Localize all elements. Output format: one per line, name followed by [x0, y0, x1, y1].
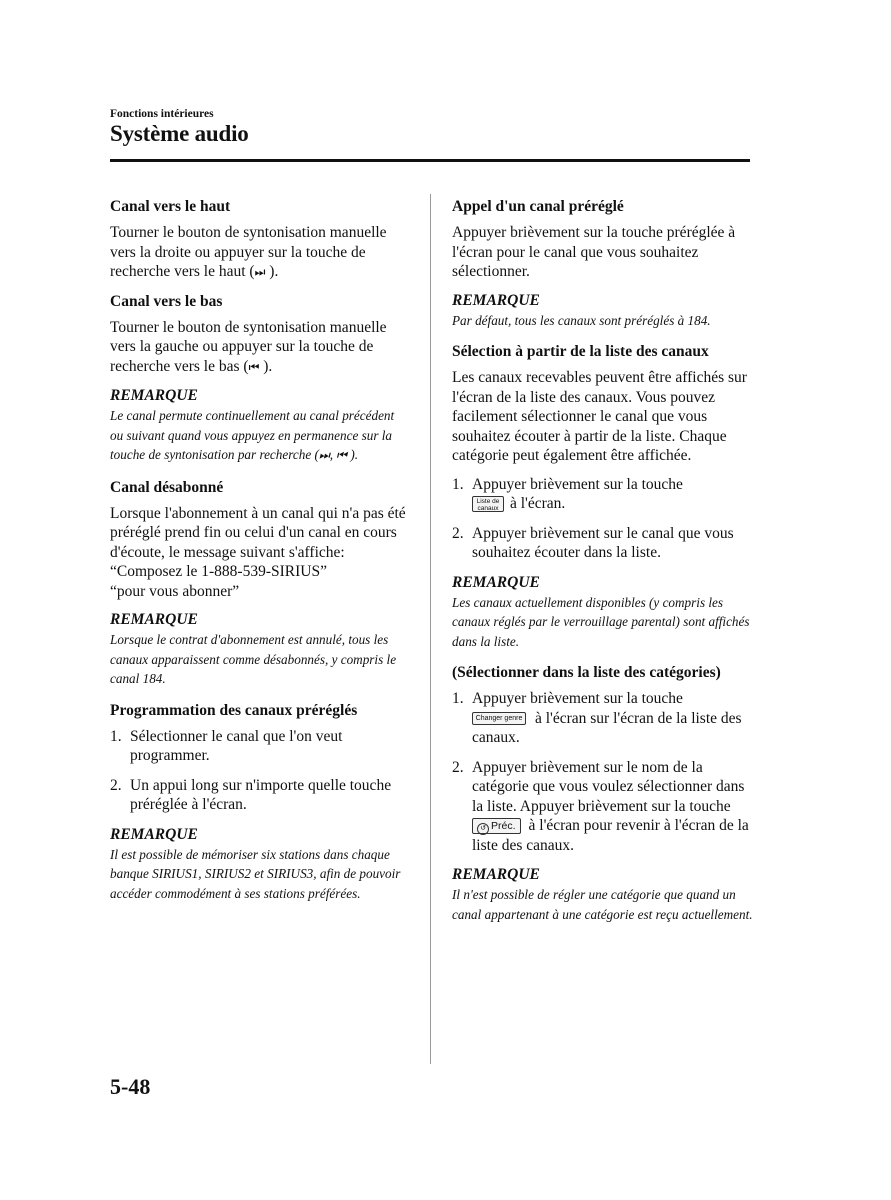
seek-down-icon: ⏮	[336, 448, 348, 462]
note-body: Le canal permute continuellement au canal précédent ou suivant quand vous appuyez en permanence sur la touche de syntonisation par recherche (⏭, ⏮ ).	[110, 408, 395, 462]
column-divider	[430, 194, 431, 1064]
note-title: REMARQUE	[110, 611, 198, 628]
heading-canal-haut: Canal vers le haut	[110, 198, 231, 215]
paragraph-canal-haut: Tourner le bouton de syntonisation manuelle vers la droite ou appuyer sur la touche de recherche vers le haut (⏭ ).	[110, 224, 387, 280]
list-item: 2. Appuyer brièvement sur le canal que vous souhaitez écouter dans la liste.	[452, 524, 734, 561]
page-title: Système audio	[110, 121, 249, 146]
list-item: 1. Appuyer brièvement sur la touche Liste de canaux à l'écran.	[452, 475, 683, 513]
note-title: REMARQUE	[110, 825, 198, 843]
note-body: Il est possible de mémoriser six stations dans chaque banque SIRIUS1, SIRIUS2 et SIRIUS3, afin de pouvoir accéder commodément à ses stations préférées.	[110, 846, 401, 901]
note-title: REMARQUE	[452, 573, 540, 591]
note-title: REMARQUE	[452, 291, 540, 309]
note-body: Il n'est possible de régler une catégorie que quand un canal appartenant à une catégorie est reçu actuellement.	[452, 887, 753, 922]
paragraph-appel-canal: Appuyer brièvement sur la touche préréglée à l'écran pour le canal que vous souhaitez sélectionner.	[452, 224, 736, 280]
page-number: 5-48	[110, 1074, 151, 1099]
prec-button: ↺ Préc.	[472, 818, 521, 834]
section-label: Fonctions intérieures	[110, 108, 214, 120]
heading-categories: (Sélectionner dans la liste des catégories)	[452, 664, 721, 681]
seek-down-icon: ⏮	[248, 359, 260, 374]
note-body: Par défaut, tous les canaux sont préréglés à 184.	[452, 312, 711, 328]
left-column	[110, 197, 410, 915]
paragraph-selection-liste: Les canaux recevables peuvent être affichés sur l'écran de la liste des canaux. Vous pouvez facilement sélectionner le canal que vous souhaitez écouter à partir de la liste. Chaque catégorie peut également être affichée.	[452, 369, 747, 464]
heading-selection-liste: Sélection à partir de la liste des canaux	[452, 343, 709, 360]
note-body: Lorsque le contrat d'abonnement est annulé, tous les canaux apparaissent comme désabonnés, y compris le canal 184.	[110, 632, 397, 686]
back-icon: ↺	[477, 823, 489, 835]
heading-appel-canal: Appel d'un canal préréglé	[452, 198, 624, 215]
steps-list	[452, 689, 757, 855]
list-item: 1. Appuyer brièvement sur la touche Changer genre à l'écran sur l'écran de la liste des canaux.	[452, 690, 742, 746]
seek-up-icon: ⏭	[254, 265, 266, 279]
heading-programmation: Programmation des canaux préréglés	[110, 701, 358, 719]
list-item: 1. Sélectionner le canal que l'on veut programmer.	[110, 727, 343, 764]
list-item: 2. Appuyer brièvement sur le nom de la catégorie que vous voulez sélectionner dans la liste. Appuyer brièvement sur la touche ↺ Préc. à l'écran pour revenir à l'écran de la liste des canaux.	[452, 758, 749, 854]
heading-canal-bas: Canal vers le bas	[110, 292, 223, 310]
paragraph-canal-bas: Tourner le bouton de syntonisation manuelle vers la gauche ou appuyer sur la touche de recherche vers le bas (⏮ ).	[110, 318, 387, 375]
steps-list	[452, 475, 757, 563]
note-title: REMARQUE	[452, 866, 540, 883]
header-rule	[110, 159, 750, 162]
note-body: Les canaux actuellement disponibles (y compris les canaux réglés par le verrouillage parental) sont affichés dans la liste.	[452, 594, 750, 649]
right-column	[452, 197, 757, 936]
paragraph-canal-desabonne: Lorsque l'abonnement à un canal qui n'a pas été préréglé prend fin ou celui d'un canal en cours d'écoute, le message suivant s'affiche: “Composez le 1-888-539-SIRIUS” “pour vous abonner”	[110, 504, 406, 600]
seek-up-icon: ⏭	[318, 448, 330, 462]
note-title: REMARQUE	[110, 387, 198, 404]
steps-list	[110, 727, 410, 815]
list-item: 2. Un appui long sur n'importe quelle touche préréglée à l'écran.	[110, 776, 392, 813]
liste-canaux-button: Liste de canaux	[472, 496, 504, 512]
heading-canal-desabonne: Canal désabonné	[110, 478, 224, 496]
changer-genre-button: Changer genre	[472, 712, 526, 725]
